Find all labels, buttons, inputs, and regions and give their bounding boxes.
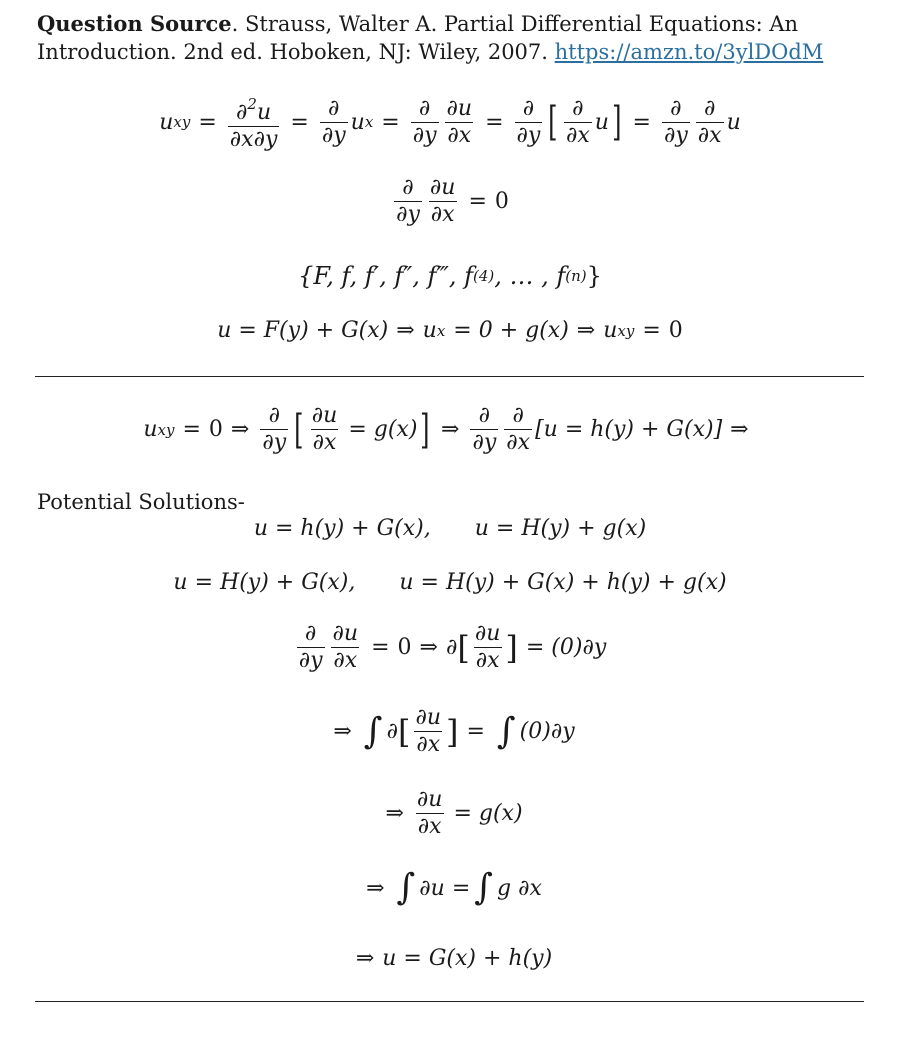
eq-var: u xyxy=(159,109,174,135)
eq-text: u = h(y) + G(x), xyxy=(253,516,431,541)
solutions-row-1 xyxy=(0,516,900,541)
eq-partial: ∂ xyxy=(445,635,458,660)
eq-text: = (0)∂y xyxy=(525,635,607,660)
eq-den: ∂y xyxy=(412,122,437,148)
equation-integration-step xyxy=(0,404,900,455)
eq-sign: = xyxy=(632,109,651,135)
eq-sup: 2 xyxy=(247,95,257,113)
source-link[interactable]: https://amzn.to/3ylDOdM xyxy=(554,40,824,64)
fraction xyxy=(662,97,690,148)
eq-text: ∂u = xyxy=(419,875,471,901)
fraction xyxy=(428,176,458,227)
derivation-step-4 xyxy=(0,867,900,908)
eq-text: u = H(y) + g(x) xyxy=(474,516,647,541)
eq-den: ∂y xyxy=(472,430,497,455)
eq-zero: 0 xyxy=(494,189,509,214)
eq-sign: = xyxy=(642,318,661,343)
eq-den: ∂y xyxy=(516,122,541,148)
eq-den: ∂x xyxy=(697,122,722,148)
right-bracket: ] xyxy=(612,99,622,145)
fraction xyxy=(470,404,498,455)
eq-var: u xyxy=(256,100,272,125)
eq-num: ∂u xyxy=(474,621,501,646)
fraction xyxy=(445,97,475,148)
eq-num: ∂u xyxy=(415,705,441,730)
eq-set: } xyxy=(586,262,602,290)
eq-den: ∂y xyxy=(321,122,346,148)
equation-uxy-chain xyxy=(0,92,900,152)
eq-var: u xyxy=(594,109,609,135)
fraction xyxy=(696,97,724,148)
eq-sub: xy xyxy=(173,113,191,131)
eq-num: ∂ xyxy=(703,95,716,121)
fraction xyxy=(473,622,503,673)
fraction xyxy=(320,97,348,148)
eq-num: ∂ xyxy=(512,403,524,428)
eq-text: = g(x) xyxy=(453,801,523,826)
eq-text: u = G(x) + h(y) xyxy=(382,946,553,971)
source-text: . Strauss, Walter A. Partial Differential Equations: An Introduction. 2nd ed. Hoboken, NJ: Wiley, 2007. xyxy=(37,12,799,64)
fraction xyxy=(260,404,288,455)
eq-den: ∂x xyxy=(312,430,337,455)
eq-sub: x xyxy=(364,113,374,131)
divider xyxy=(35,376,864,377)
eq-var: u xyxy=(726,109,741,135)
eq-den: ∂x∂y xyxy=(229,127,278,152)
source-citation xyxy=(37,10,867,66)
implies: ⇒ xyxy=(355,946,375,971)
eq-num: ∂ xyxy=(670,95,682,121)
eq-den: ∂x xyxy=(430,202,455,227)
potential-solutions-heading: Potential Solutions- xyxy=(37,490,245,514)
eq-num: ∂ xyxy=(304,621,317,646)
derivation-step-2 xyxy=(0,706,900,757)
implies: ⇒ xyxy=(366,875,385,901)
integral-sign: ∫ xyxy=(474,867,494,908)
solutions-row-2 xyxy=(0,570,900,595)
implies: ⇒ xyxy=(441,417,460,442)
eq-num: ∂ xyxy=(522,95,535,121)
eq-sign: = xyxy=(466,719,485,744)
fraction xyxy=(515,97,543,148)
right-bracket: ] xyxy=(445,712,459,751)
fraction xyxy=(297,622,325,673)
eq-sub: xy xyxy=(617,321,635,340)
eq-sign: = xyxy=(371,635,390,660)
eq-den: ∂y xyxy=(396,202,420,227)
eq-zero: 0 xyxy=(668,318,683,343)
eq-num: ∂u xyxy=(311,403,338,428)
implies: ⇒ xyxy=(385,801,404,826)
fraction xyxy=(411,97,439,148)
eq-den: ∂y xyxy=(298,648,323,673)
eq-den: ∂y xyxy=(262,430,287,455)
eq-zero: 0 xyxy=(208,417,223,442)
left-bracket: [ xyxy=(397,712,411,751)
eq-text: u = H(y) + G(x) + h(y) + g(x) xyxy=(399,570,727,595)
fraction xyxy=(310,404,340,455)
eq-sign: = xyxy=(485,109,504,135)
fraction xyxy=(564,97,592,148)
eq-text: u = H(y) + G(x), xyxy=(173,570,356,595)
eq-num: ∂ xyxy=(478,403,491,428)
right-bracket: ] xyxy=(420,406,430,453)
eq-den: ∂x xyxy=(333,648,358,673)
implies: ⇒ xyxy=(419,635,438,660)
eq-partial: ∂ xyxy=(236,100,248,125)
eq-sign: = xyxy=(381,109,400,135)
eq-den: ∂x xyxy=(565,122,590,148)
left-bracket: [ xyxy=(294,406,304,453)
eq-text: (0)∂y xyxy=(519,719,575,744)
eq-text: g ∂x xyxy=(497,875,542,901)
right-bracket: ] xyxy=(505,628,518,667)
derivation-step-1 xyxy=(0,622,900,673)
eq-sub: x xyxy=(436,321,446,340)
eq-text: u = F(y) + G(x) xyxy=(217,318,389,343)
eq-var: u xyxy=(422,318,437,343)
eq-den: ∂x xyxy=(475,648,500,673)
implies: ⇒ xyxy=(396,318,415,343)
divider xyxy=(35,1001,864,1002)
eq-set: , … , f xyxy=(494,262,566,290)
derivation-final xyxy=(0,946,900,971)
integral-sign: ∫ xyxy=(496,710,516,752)
left-bracket: [ xyxy=(548,99,558,145)
eq-den: ∂x xyxy=(447,122,472,148)
eq-num: ∂ xyxy=(402,175,414,200)
eq-num: ∂ xyxy=(328,95,340,121)
eq-den: ∂x xyxy=(417,814,442,839)
eq-sign: = xyxy=(290,109,309,135)
eq-sub: xy xyxy=(157,420,175,439)
eq-den: ∂x xyxy=(506,430,531,455)
eq-num: ∂ xyxy=(572,95,584,121)
eq-text: = g(x) xyxy=(348,417,418,442)
eq-num: ∂u xyxy=(429,175,456,200)
fraction xyxy=(415,788,445,839)
left-bracket: [ xyxy=(457,628,470,667)
implies: ⇒ xyxy=(730,417,749,442)
eq-var: u xyxy=(143,417,158,442)
equation-function-set xyxy=(0,262,900,290)
eq-sup: (4) xyxy=(473,267,495,285)
derivation-step-3 xyxy=(0,788,900,839)
eq-num: ∂u xyxy=(332,621,359,646)
eq-sign: = xyxy=(468,189,487,214)
eq-den: ∂x xyxy=(416,732,441,757)
eq-sign: = xyxy=(182,417,201,442)
eq-num: ∂u xyxy=(446,95,473,121)
eq-set: {F, f, f′, f″, f‴, f xyxy=(298,262,473,290)
eq-text: = 0 + g(x) xyxy=(453,318,569,343)
fraction xyxy=(394,176,422,227)
eq-sup: (n) xyxy=(565,267,587,285)
eq-num: ∂ xyxy=(268,403,280,428)
eq-text: [u = h(y) + G(x)] xyxy=(535,417,723,442)
eq-num: ∂u xyxy=(416,787,443,812)
eq-num: ∂ xyxy=(418,95,431,121)
source-label: Question Source xyxy=(37,11,232,36)
implies: ⇒ xyxy=(576,318,596,343)
integral-sign: ∫ xyxy=(396,867,416,908)
implies: ⇒ xyxy=(333,719,352,744)
eq-den: ∂y xyxy=(663,122,688,148)
eq-sign: = xyxy=(198,109,217,135)
eq-partial: ∂ xyxy=(386,719,398,744)
equation-mixed-zero xyxy=(0,176,900,227)
equation-general-solution xyxy=(0,318,900,343)
fraction xyxy=(331,622,361,673)
eq-var: u xyxy=(603,318,618,343)
fraction xyxy=(413,706,443,757)
eq-zero: 0 xyxy=(397,635,412,660)
eq-var: u xyxy=(350,109,365,135)
integral-sign: ∫ xyxy=(363,710,383,752)
fraction xyxy=(504,404,532,455)
fraction xyxy=(228,92,280,152)
implies: ⇒ xyxy=(230,417,250,442)
